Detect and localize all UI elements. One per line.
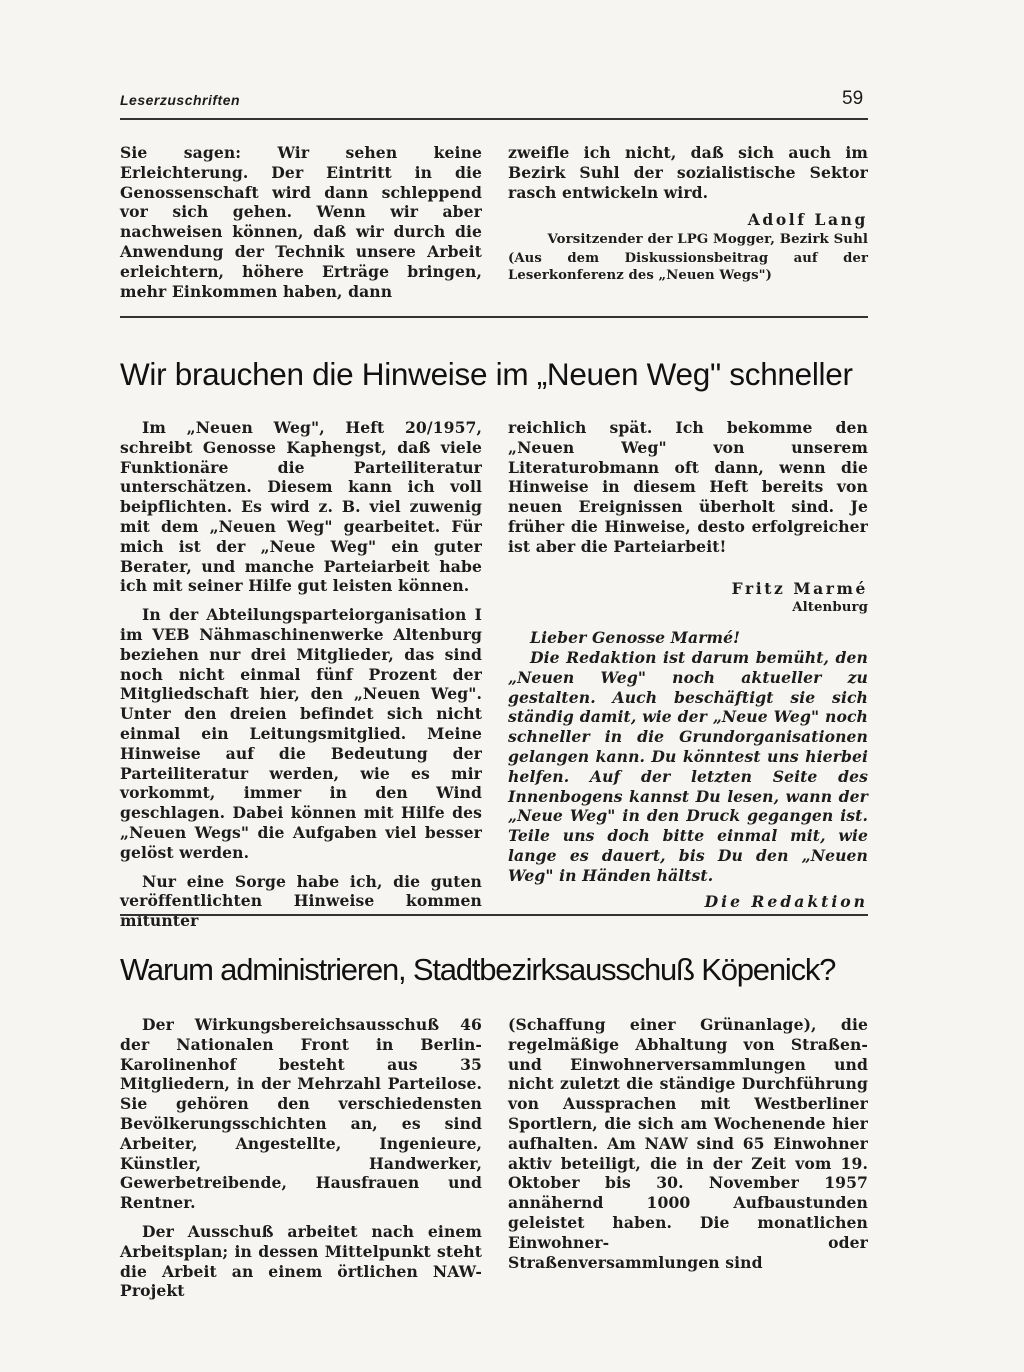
article-2-left-column <box>120 1015 482 1301</box>
article-1-signature-name: Fritz Marmé <box>731 578 868 598</box>
article-2-paragraph-2: Der Ausschuß arbeitet nach einem Arbeitsplan; in dessen Mittelpunkt steht die Arbeit an einem örtlichen NAW-Projekt <box>120 1221 482 1301</box>
article-1-right-text: reichlich spät. Ich bekomme den „Neuen Weg" von unserem Literaturobmann oft dann, wenn die Hinweise in diesem Heft bereits von neuen Ereignissen überholt sind. Je früher die Hinweise, desto erfolgreicher ist aber die Parteiarbeit! <box>508 418 868 556</box>
article-1-paragraph-3: Nur eine Sorge habe ich, die guten veröffentlichten Hinweise kommen mitunter <box>120 871 482 931</box>
headline-article-1: Wir brauchen die Hinweise im „Neuen Weg" schneller <box>120 356 853 392</box>
top-signature-org: Vorsitzender der LPG Mogger, Bezirk Suhl <box>547 232 868 248</box>
top-right-text: zweifle ich nicht, daß sich auch im Bezirk Suhl der sozialistische Sektor rasch entwickeln wird. <box>508 143 868 202</box>
article-2-right-text: (Schaffung einer Grünanlage), die regelmäßige Abhaltung von Straßen- und Einwohnerversammlungen und nicht zuletzt die ständige Durchführung von Aussprachen mit Westberliner Sportlern, die sich am Wochenende hier aufhalten. Am NAW sind 65 Einwohner aktiv beteiligt, die in der Zeit vom 19. Oktober bis 30. November 1957 annähernd 1000 Aufbaustunden geleistet haben. Die monatlichen Einwohner- oder Straßenversammlungen sind <box>508 1015 868 1272</box>
article-1-signature-place: Altenburg <box>792 600 868 616</box>
article-1-left-column <box>120 418 482 931</box>
headline-article-2: Warum administrieren, Stadtbezirksausschuß Köpenick? <box>120 952 836 987</box>
article-1-paragraph-1: Im „Neuen Weg", Heft 20/1957, schreibt Genosse Kaphengst, daß viele Funktionäre die Parteiliteratur unterschätzen. Diesem kann ich voll beipflichten. Es wird z. B. viel zuwenig mit dem „Neuen Weg" gearbeitet. Für mich ist der „Neue Weg" ein guter Berater, und manche Parteiarbeit habe ich mit seiner Hilfe gut leisten können. <box>120 418 482 596</box>
section-rule-2 <box>120 914 868 916</box>
top-left-text: Sie sagen: Wir sehen keine Erleichterung. Der Eintritt in die Genossenschaft wird dann schleppend vor sich gehen. Wenn wir aber nachweisen können, daß wir durch die Anwendung der Technik unsere Arbeit erleichtern, höhere Erträge bringen, mehr Einkommen haben, dann <box>120 143 482 301</box>
top-signature-name: Adolf Lang <box>747 210 868 230</box>
reply-salutation: Lieber Genosse Marmé! <box>530 628 741 648</box>
page-number: 59 <box>842 88 864 109</box>
reply-text: Die Redaktion ist darum bemüht, den „Neuen Weg" noch aktueller zu gestalten. Auch beschäftigt sie sich ständig damit, wie der „Neue Weg" noch schneller in die Grundorganisationen gelangen kann. Du könntest uns hierbei helfen. Auf der letzten Seite des Innenbogens kannst Du lesen, wann der „Neue Weg" in den Druck gegangen ist. Teile uns doch bitte einmal mit, wie lange es dauert, bis Du den „Neuen Weg" in Händen hältst. <box>508 647 868 885</box>
article-2-paragraph-1: Der Wirkungsbereichsausschuß 46 der Nationalen Front in Berlin-Karolinenhof besteht aus 35 Mitgliedern, in der Mehrzahl Parteilose. Sie gehören den verschiedensten Bevölkerungsschichten an, es sind Arbeiter, Angestellte, Ingenieure, Künstler, Handwerker, Gewerbetreibende, Hausfrauen und Rentner. <box>120 1015 482 1213</box>
section-rule-1 <box>120 316 868 318</box>
header-rule <box>120 118 868 120</box>
top-left-column <box>120 143 482 301</box>
reply-signature: Die Redaktion <box>704 891 868 911</box>
top-source-note: (Aus dem Diskussionsbeitrag auf der Leserkonferenz des „Neuen Wegs") <box>508 250 868 284</box>
running-head: Leserzuschriften <box>120 92 241 108</box>
article-1-right-column <box>508 418 868 911</box>
article-1-paragraph-2: In der Abteilungsparteiorganisation I im VEB Nähmaschinenwerke Altenburg beziehen nur drei Mitglieder, das sind noch nicht einmal fünf Prozent der Mitgliedschaft hier, den „Neuen Weg". Unter den dreien befindet sich nicht einmal ein Leitungsmitglied. Meine Hinweise auf die Bedeutung der Parteiliteratur werden, wie es mir vorkommt, immer in den Wind geschlagen. Dabei können mit Hilfe des „Neuen Wegs" die Aufgaben viel besser gelöst werden. <box>120 605 482 862</box>
article-2-right-column <box>508 1015 868 1272</box>
top-right-column <box>508 143 868 285</box>
